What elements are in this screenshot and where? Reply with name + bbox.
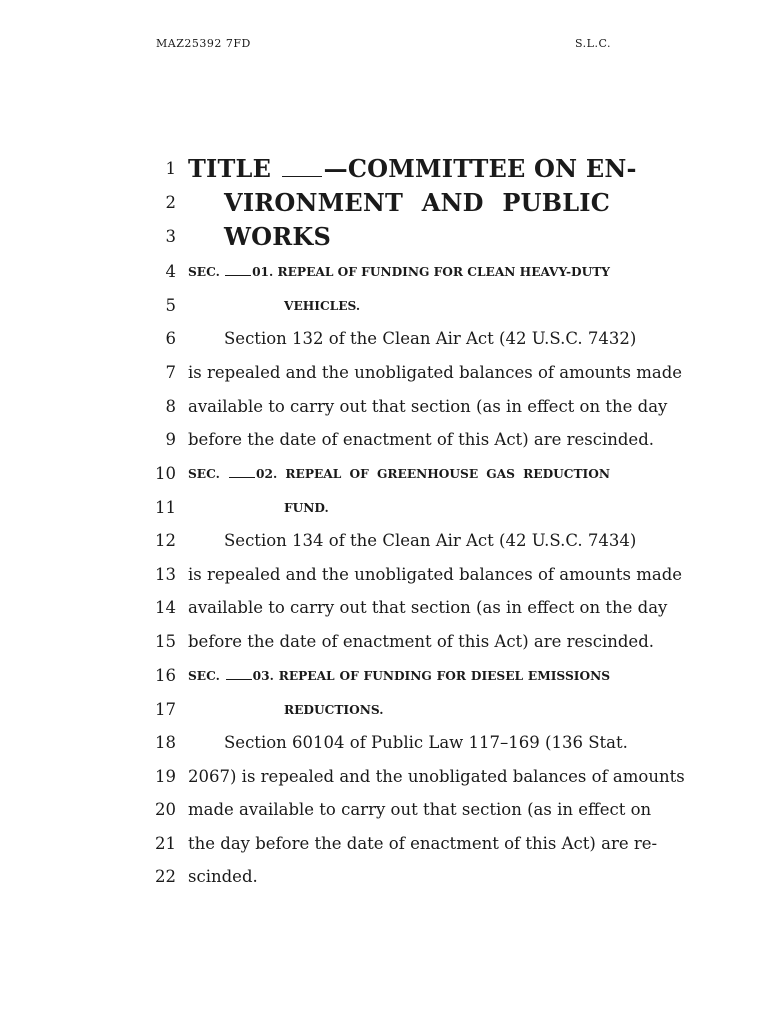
line-number: 22 [155,867,176,886]
line-number: 15 [155,632,176,651]
line-19 [150,762,685,792]
line-3 [150,220,610,250]
line-5 [150,291,610,321]
body-text: 2067) is repealed and the unobligated balances of amounts [188,767,685,786]
section-heading: SEC. 02. REPEAL OF GREENHOUSE GAS REDUCTION [188,467,611,481]
blank-line [282,175,322,177]
line-10 [150,459,610,489]
section-heading-cont: VEHICLES. [284,299,361,313]
blank-line [226,678,252,680]
line-number: 6 [165,329,176,348]
line-21 [150,829,658,859]
line-16 [150,661,610,691]
line-9 [150,425,655,455]
title-heading-cont: WORKS [224,222,331,251]
document-id: MAZ25392 7FD [156,37,251,50]
line-13 [150,560,683,590]
line-2 [150,186,610,216]
line-number: 20 [155,800,176,819]
body-text: made available to carry out that section (as in effect on [188,800,652,819]
line-number: 3 [165,227,176,246]
line-number: 13 [155,565,176,584]
body-text: available to carry out that section (as in effect on the day [188,598,668,617]
body-text: the day before the date of enactment of this Act) are re- [188,834,658,853]
title-heading-cont: VIRONMENT AND PUBLIC [224,188,610,217]
line-number: 12 [155,531,176,550]
line-number: 1 [165,159,176,178]
body-text: is repealed and the unobligated balances of amounts made [188,565,683,584]
body-text: Section 60104 of Public Law 117–169 (136 Stat. [224,733,628,752]
body-text: scinded. [188,867,258,886]
section-heading-cont: REDUCTIONS. [284,703,384,717]
line-number: 14 [155,598,176,617]
line-number: 21 [155,834,176,853]
blank-line [225,274,251,276]
line-number: 17 [155,700,176,719]
line-number: 7 [165,363,176,382]
section-heading: SEC. 01. REPEAL OF FUNDING FOR CLEAN HEAVY-DUTY [188,265,611,279]
line-22 [150,862,610,892]
line-11 [150,493,610,523]
body-text: before the date of enactment of this Act) are rescinded. [188,632,655,651]
title-heading: TITLE —COMMITTEE ON EN- [188,154,637,183]
body-text: before the date of enactment of this Act) are rescinded. [188,430,655,449]
section-heading: SEC. 03. REPEAL OF FUNDING FOR DIESEL EMISSIONS [188,669,611,683]
line-20 [150,795,652,825]
line-8 [150,392,668,422]
line-number: 5 [165,296,176,315]
line-number: 8 [165,397,176,416]
body-text: Section 132 of the Clean Air Act (42 U.S.C. 7432) [224,329,637,348]
line-15 [150,627,655,657]
section-heading-cont: FUND. [284,501,329,515]
line-number: 19 [155,767,176,786]
body-text: Section 134 of the Clean Air Act (42 U.S.C. 7434) [224,531,637,550]
line-14 [150,593,668,623]
line-number: 10 [155,464,176,483]
line-number: 2 [165,193,176,212]
line-6 [150,324,637,354]
line-number: 18 [155,733,176,752]
slc-label: S.L.C. [575,37,611,50]
line-number: 11 [155,498,176,517]
line-number: 16 [155,666,176,685]
body-text: is repealed and the unobligated balances of amounts made [188,363,683,382]
blank-line [229,476,255,478]
body-text: available to carry out that section (as in effect on the day [188,397,668,416]
line-17 [150,695,610,725]
line-number: 4 [165,262,176,281]
line-number: 9 [165,430,176,449]
line-7 [150,358,683,388]
line-18 [150,728,628,758]
line-12 [150,526,637,556]
line-1 [150,152,637,183]
line-4 [150,257,610,287]
